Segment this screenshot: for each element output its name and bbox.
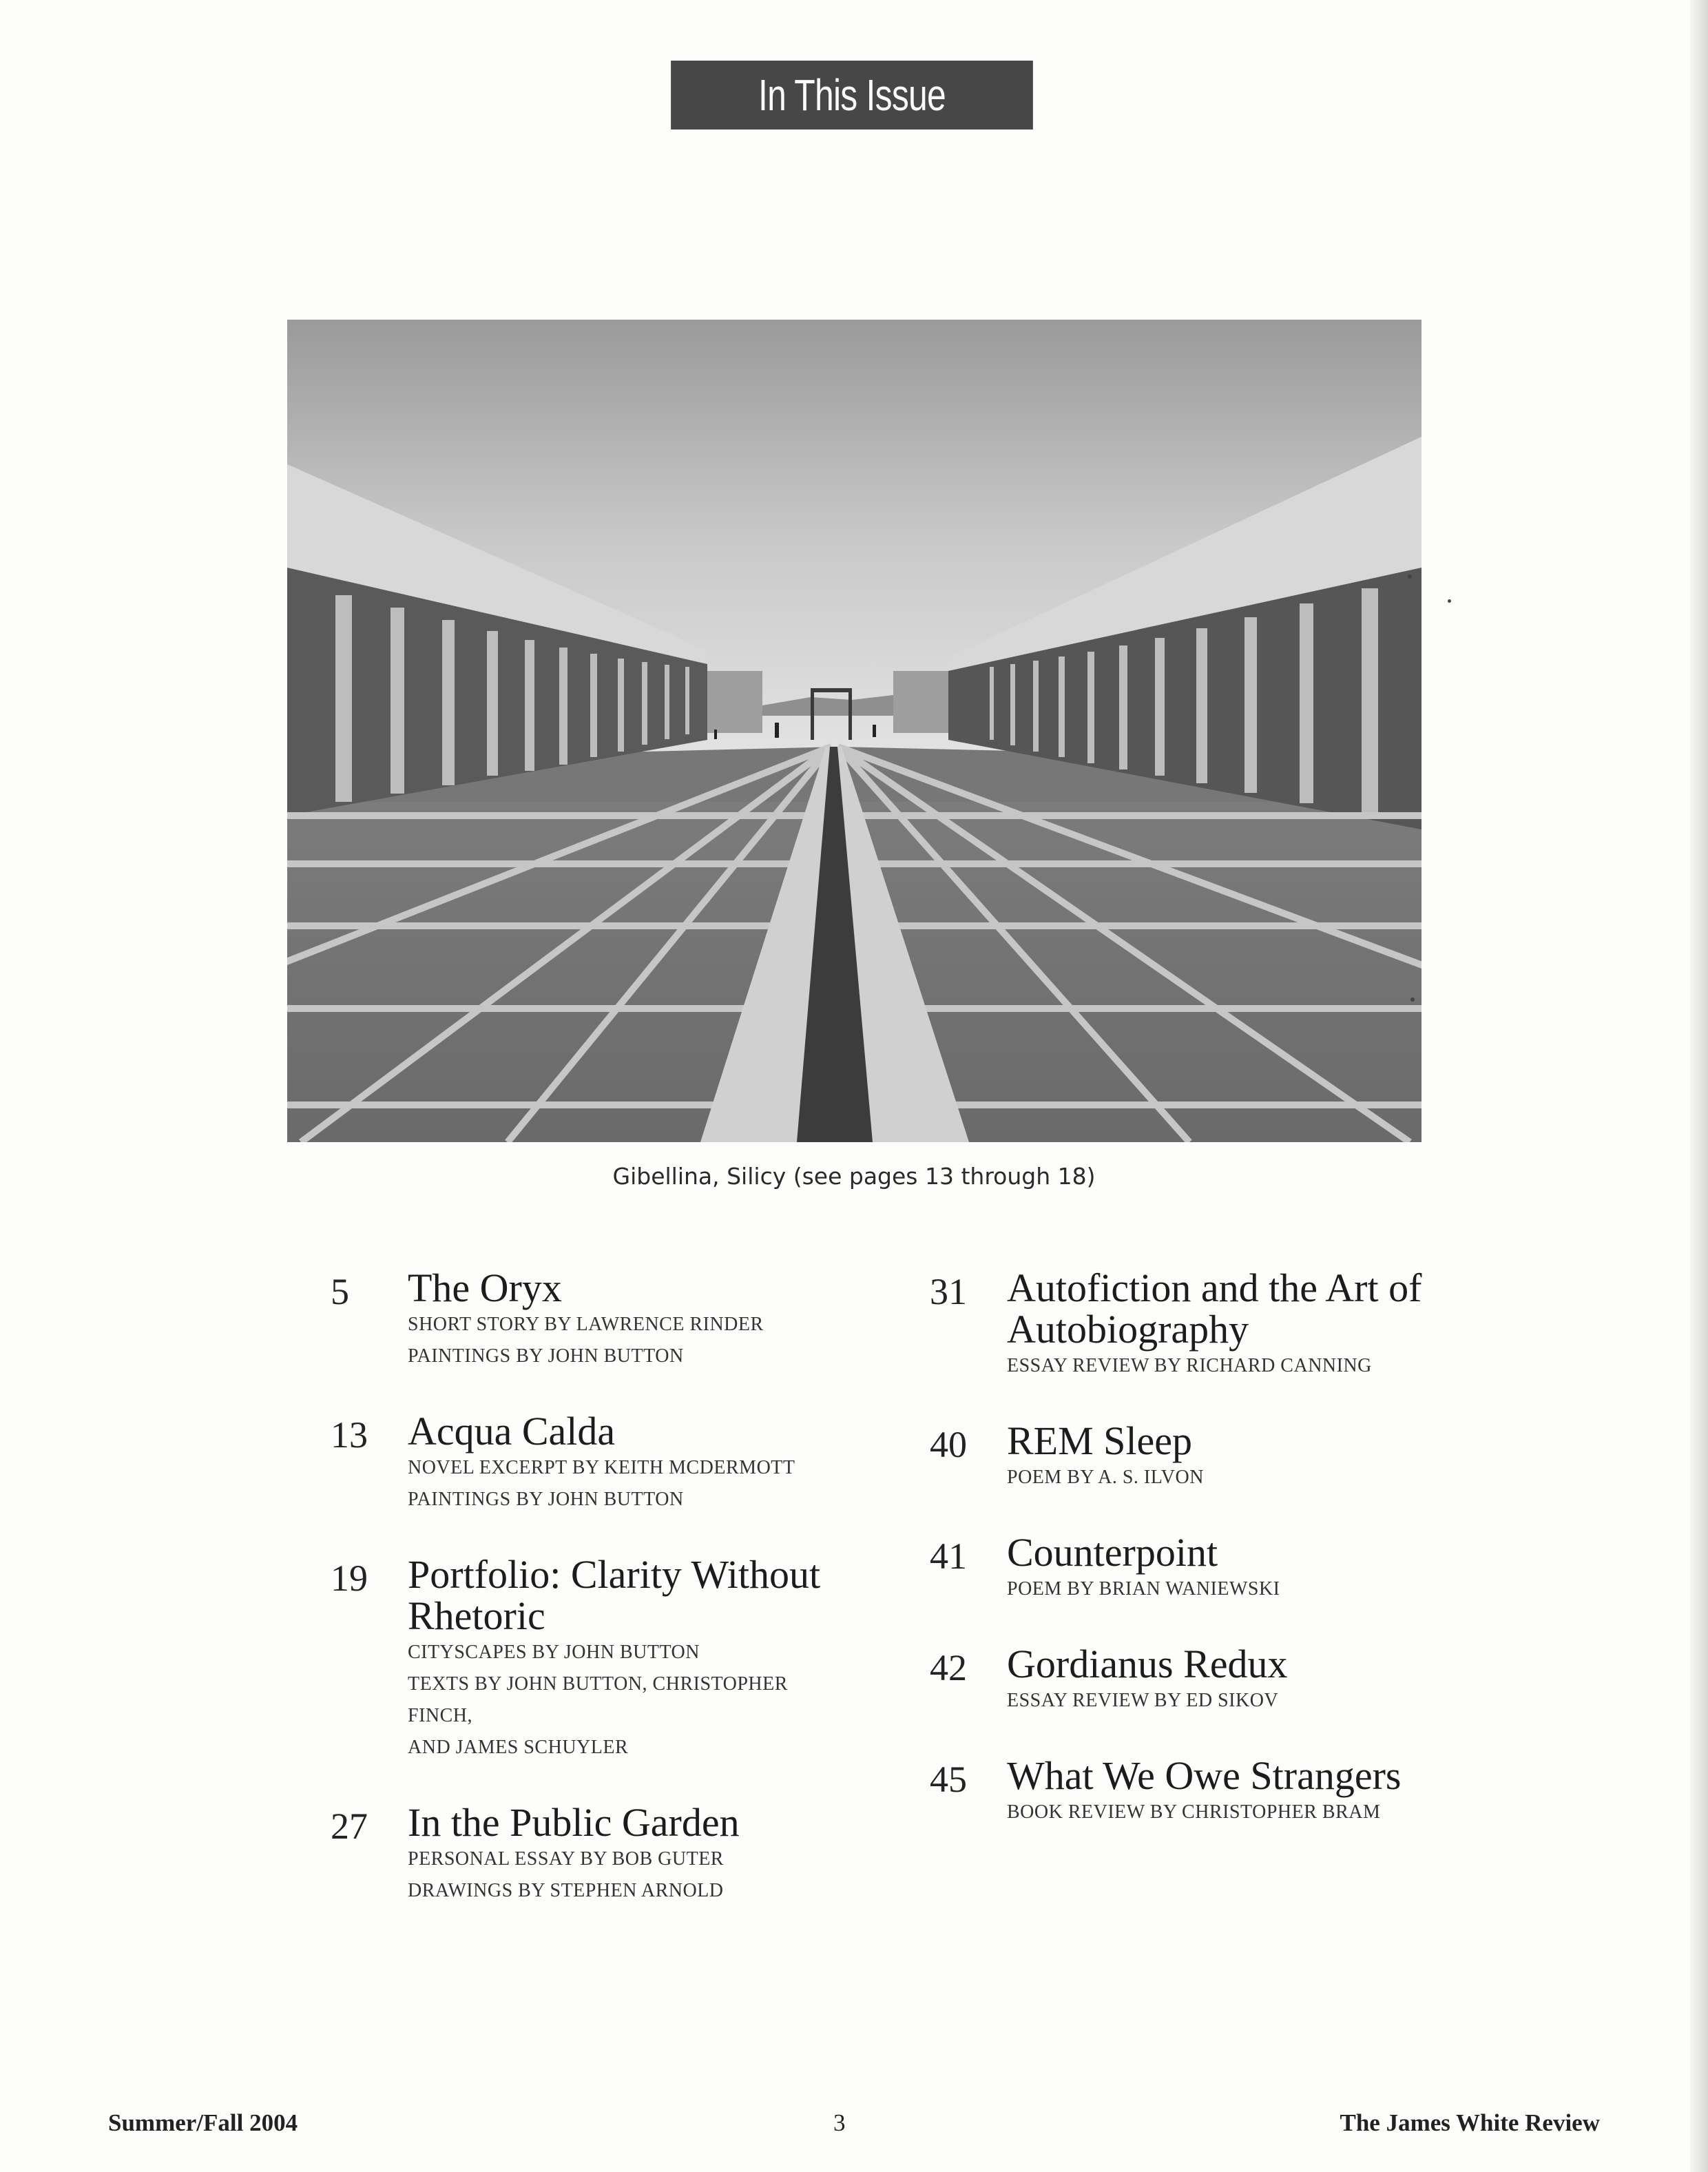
- toc-credit: AND JAMES SCHUYLER: [408, 1737, 629, 1758]
- toc-page-number: 41: [930, 1535, 967, 1577]
- toc-entry[interactable]: [930, 1420, 1522, 1493]
- scan-speck: [1448, 599, 1451, 603]
- toc-entry[interactable]: [331, 1802, 923, 1907]
- page-spine-shadow: [1690, 0, 1708, 2172]
- toc-title: Acqua Calda: [408, 1409, 616, 1454]
- toc-right-column: [930, 1265, 1522, 1828]
- footer-publication: The James White Review: [1340, 2109, 1600, 2136]
- footer-page-number: 3: [833, 2109, 846, 2136]
- scan-speck: [1410, 997, 1415, 1002]
- toc-title: Portfolio: Clarity Without Rhetoric: [408, 1552, 821, 1638]
- toc-credit: POEM BY BRIAN WANIEWSKI: [1007, 1578, 1280, 1600]
- toc-title: Counterpoint: [1007, 1530, 1218, 1575]
- toc-credit: POEM BY A. S. ILVON: [1007, 1467, 1204, 1488]
- toc-entry[interactable]: [930, 1755, 1522, 1828]
- toc-page-number: 27: [331, 1806, 368, 1847]
- toc-page-number: 45: [930, 1759, 967, 1800]
- toc-entry[interactable]: [331, 1554, 923, 1764]
- toc-page-number: 5: [331, 1271, 349, 1312]
- toc-page-number: 19: [331, 1558, 368, 1599]
- toc-credit: PERSONAL ESSAY BY BOB GUTER: [408, 1848, 724, 1870]
- toc-page-number: 31: [930, 1271, 967, 1312]
- toc-credit: PAINTINGS BY JOHN BUTTON: [408, 1489, 684, 1510]
- toc-entry[interactable]: [930, 1532, 1522, 1605]
- toc-credit: ESSAY REVIEW BY ED SIKOV: [1007, 1690, 1279, 1711]
- toc-credit: DRAWINGS BY STEPHEN ARNOLD: [408, 1880, 724, 1901]
- toc-title: Gordianus Redux: [1007, 1642, 1288, 1686]
- toc-entry[interactable]: [331, 1411, 923, 1516]
- toc-credit: ESSAY REVIEW BY RICHARD CANNING: [1007, 1355, 1372, 1376]
- section-banner: In This Issue: [671, 61, 1033, 130]
- footer-issue: Summer/Fall 2004: [108, 2109, 298, 2136]
- toc-credit: CITYSCAPES BY JOHN BUTTON: [408, 1642, 700, 1663]
- photo-caption: Gibellina, Silicy (see pages 13 through 18): [612, 1163, 1096, 1190]
- toc-title: The Oryx: [408, 1265, 562, 1310]
- toc-title: What We Owe Strangers: [1007, 1753, 1402, 1798]
- photo-gibellina-colonnade-icon: [287, 320, 1421, 1142]
- toc-credit: TEXTS BY JOHN BUTTON, CHRISTOPHER FINCH,: [408, 1673, 788, 1726]
- toc-entry[interactable]: [930, 1644, 1522, 1717]
- toc-credit: SHORT STORY BY LAWRENCE RINDER: [408, 1314, 764, 1335]
- toc-credit: NOVEL EXCERPT BY KEITH MCDERMOTT: [408, 1457, 795, 1478]
- scan-speck: [1408, 575, 1412, 579]
- toc-page-number: 42: [930, 1647, 967, 1688]
- toc-title: In the Public Garden: [408, 1800, 740, 1845]
- toc-page-number: 13: [331, 1414, 368, 1456]
- toc-title: Autofiction and the Art of Autobiography: [1007, 1265, 1422, 1352]
- toc-entry[interactable]: [930, 1265, 1522, 1382]
- toc-credit: BOOK REVIEW BY CHRISTOPHER BRAM: [1007, 1801, 1381, 1823]
- gibellina-photo: [287, 320, 1421, 1142]
- toc-credit: PAINTINGS BY JOHN BUTTON: [408, 1345, 684, 1367]
- toc-entry[interactable]: [331, 1265, 923, 1372]
- toc-page-number: 40: [930, 1424, 967, 1465]
- toc-left-column: [331, 1265, 923, 1907]
- toc-title: REM Sleep: [1007, 1418, 1193, 1463]
